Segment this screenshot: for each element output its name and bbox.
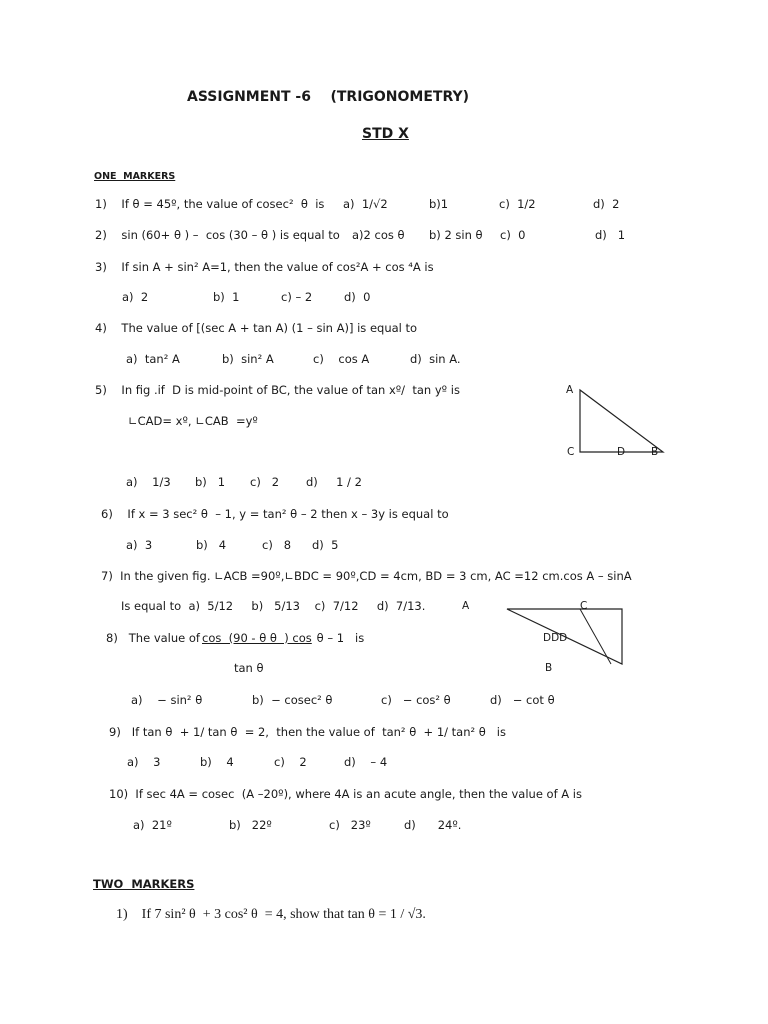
question-2-option-a: a)2 cos θ [352,228,405,242]
question-4-option-a: a) tan² A [126,352,180,366]
figure-7-label-a: A [462,600,470,612]
question-8-denominator: tan θ [234,661,264,675]
question-9-option-b: b) 4 [200,755,234,769]
question-4-option-c: c) cos A [313,352,370,366]
question-1-option-d: d) 2 [593,197,620,211]
question-5-option-b: b) 1 [195,475,226,489]
question-3-option-d: d) 0 [344,290,371,304]
question-4-option-d: d) sin A. [410,352,461,366]
question-6-option-c: c) 8 [262,538,292,552]
question-9-text: 9) If tan θ + 1/ tan θ = 2, then the value of tan² θ + 1/ tan² θ is [109,725,506,739]
question-5-option-d: d) 1 / 2 [306,475,362,489]
question-8-option-b: b) − cosec² θ [252,693,333,707]
question-2-text: 2) sin (60+ θ ) – cos (30 – θ ) is equal to [95,228,340,242]
question-8-option-d: d) − cot θ [490,693,555,707]
question-10-option-b: b) 22º [229,818,272,832]
two-markers-heading: TWO MARKERS [93,877,195,891]
question-10-option-c: c) 23º [329,818,371,832]
figure-5-label-b: B [651,446,659,458]
assignment-title: ASSIGNMENT -6 (TRIGONOMETRY) [187,89,470,105]
question-1-option-b: b)1 [429,197,449,211]
question-10-option-d: d) 24º. [404,818,462,832]
question-8-prefix: 8) The value of [106,631,200,645]
figure-7-label-b: B [545,662,553,674]
question-6-option-d: d) 5 [312,538,339,552]
two-markers-question-1: 1) If 7 sin² θ + 3 cos² θ = 4, show that tan θ = 1 / √3. [116,907,426,922]
question-5-text: 5) In fig .if D is mid-point of BC, the value of tan xº/ tan yº is [95,383,460,397]
question-3-option-a: a) 2 [122,290,149,304]
question-9-option-c: c) 2 [274,755,307,769]
question-3-option-c: c) – 2 [281,290,313,304]
question-9-option-a: a) 3 [127,755,161,769]
question-1-option-c: c) 1/2 [499,197,536,211]
question-7-text: 7) In the given fig. ∟ACB =90º,∟BDC = 90º,CD = 4cm, BD = 3 cm, AC =12 cm.cos A – sinA [101,569,632,583]
question-10-option-a: a) 21º [133,818,172,832]
std-heading: STD X [362,126,409,142]
question-2-option-c: c) 0 [500,228,526,242]
question-8-suffix: θ – 1 is [313,631,365,645]
figure-7-label-d: DDD [543,632,568,644]
question-8-option-a: a) − sin² θ [131,693,203,707]
figure-5-label-c: C [567,446,575,458]
question-9-option-d: d) – 4 [344,755,388,769]
question-5-option-c: c) 2 [250,475,280,489]
question-6-option-b: b) 4 [196,538,227,552]
question-4-option-b: b) sin² A [222,352,274,366]
question-3-text: 3) If sin A + sin² A=1, then the value of cos²A + cos ⁴A is [95,260,434,274]
question-5-angles: ∟CAD= xº, ∟CAB =yº [128,414,258,428]
question-3-option-b: b) 1 [213,290,240,304]
figure-5-label-d: D [617,446,626,458]
question-4-text: 4) The value of [(sec A + tan A) (1 – sin A)] is equal to [95,321,418,335]
question-1-text: 1) If θ = 45º, the value of cosec² θ is [95,197,325,211]
figure-5-label-a: A [566,384,574,396]
question-10-text: 10) If sec 4A = cosec (A –20º), where 4A is an acute angle, then the value of A is [109,787,582,801]
figure-7-label-c: C [580,600,588,612]
question-2-option-d: d) 1 [595,228,626,242]
question-8-numerator: cos (90 - θ θ ) cos [202,631,312,645]
one-markers-heading: ONE MARKERS [94,171,176,182]
question-8-option-c: c) − cos² θ [381,693,451,707]
question-2-option-b: b) 2 sin θ [429,228,483,242]
question-6-option-a: a) 3 [126,538,153,552]
question-7-line-2: Is equal to a) 5/12 b) 5/13 c) 7/12 d) 7/13. [121,599,426,613]
question-6-text: 6) If x = 3 sec² θ – 1, y = tan² θ – 2 then x – 3y is equal to [101,507,449,521]
question-1-option-a: a) 1/√2 [343,197,388,211]
question-5-option-a: a) 1/3 [126,475,171,489]
